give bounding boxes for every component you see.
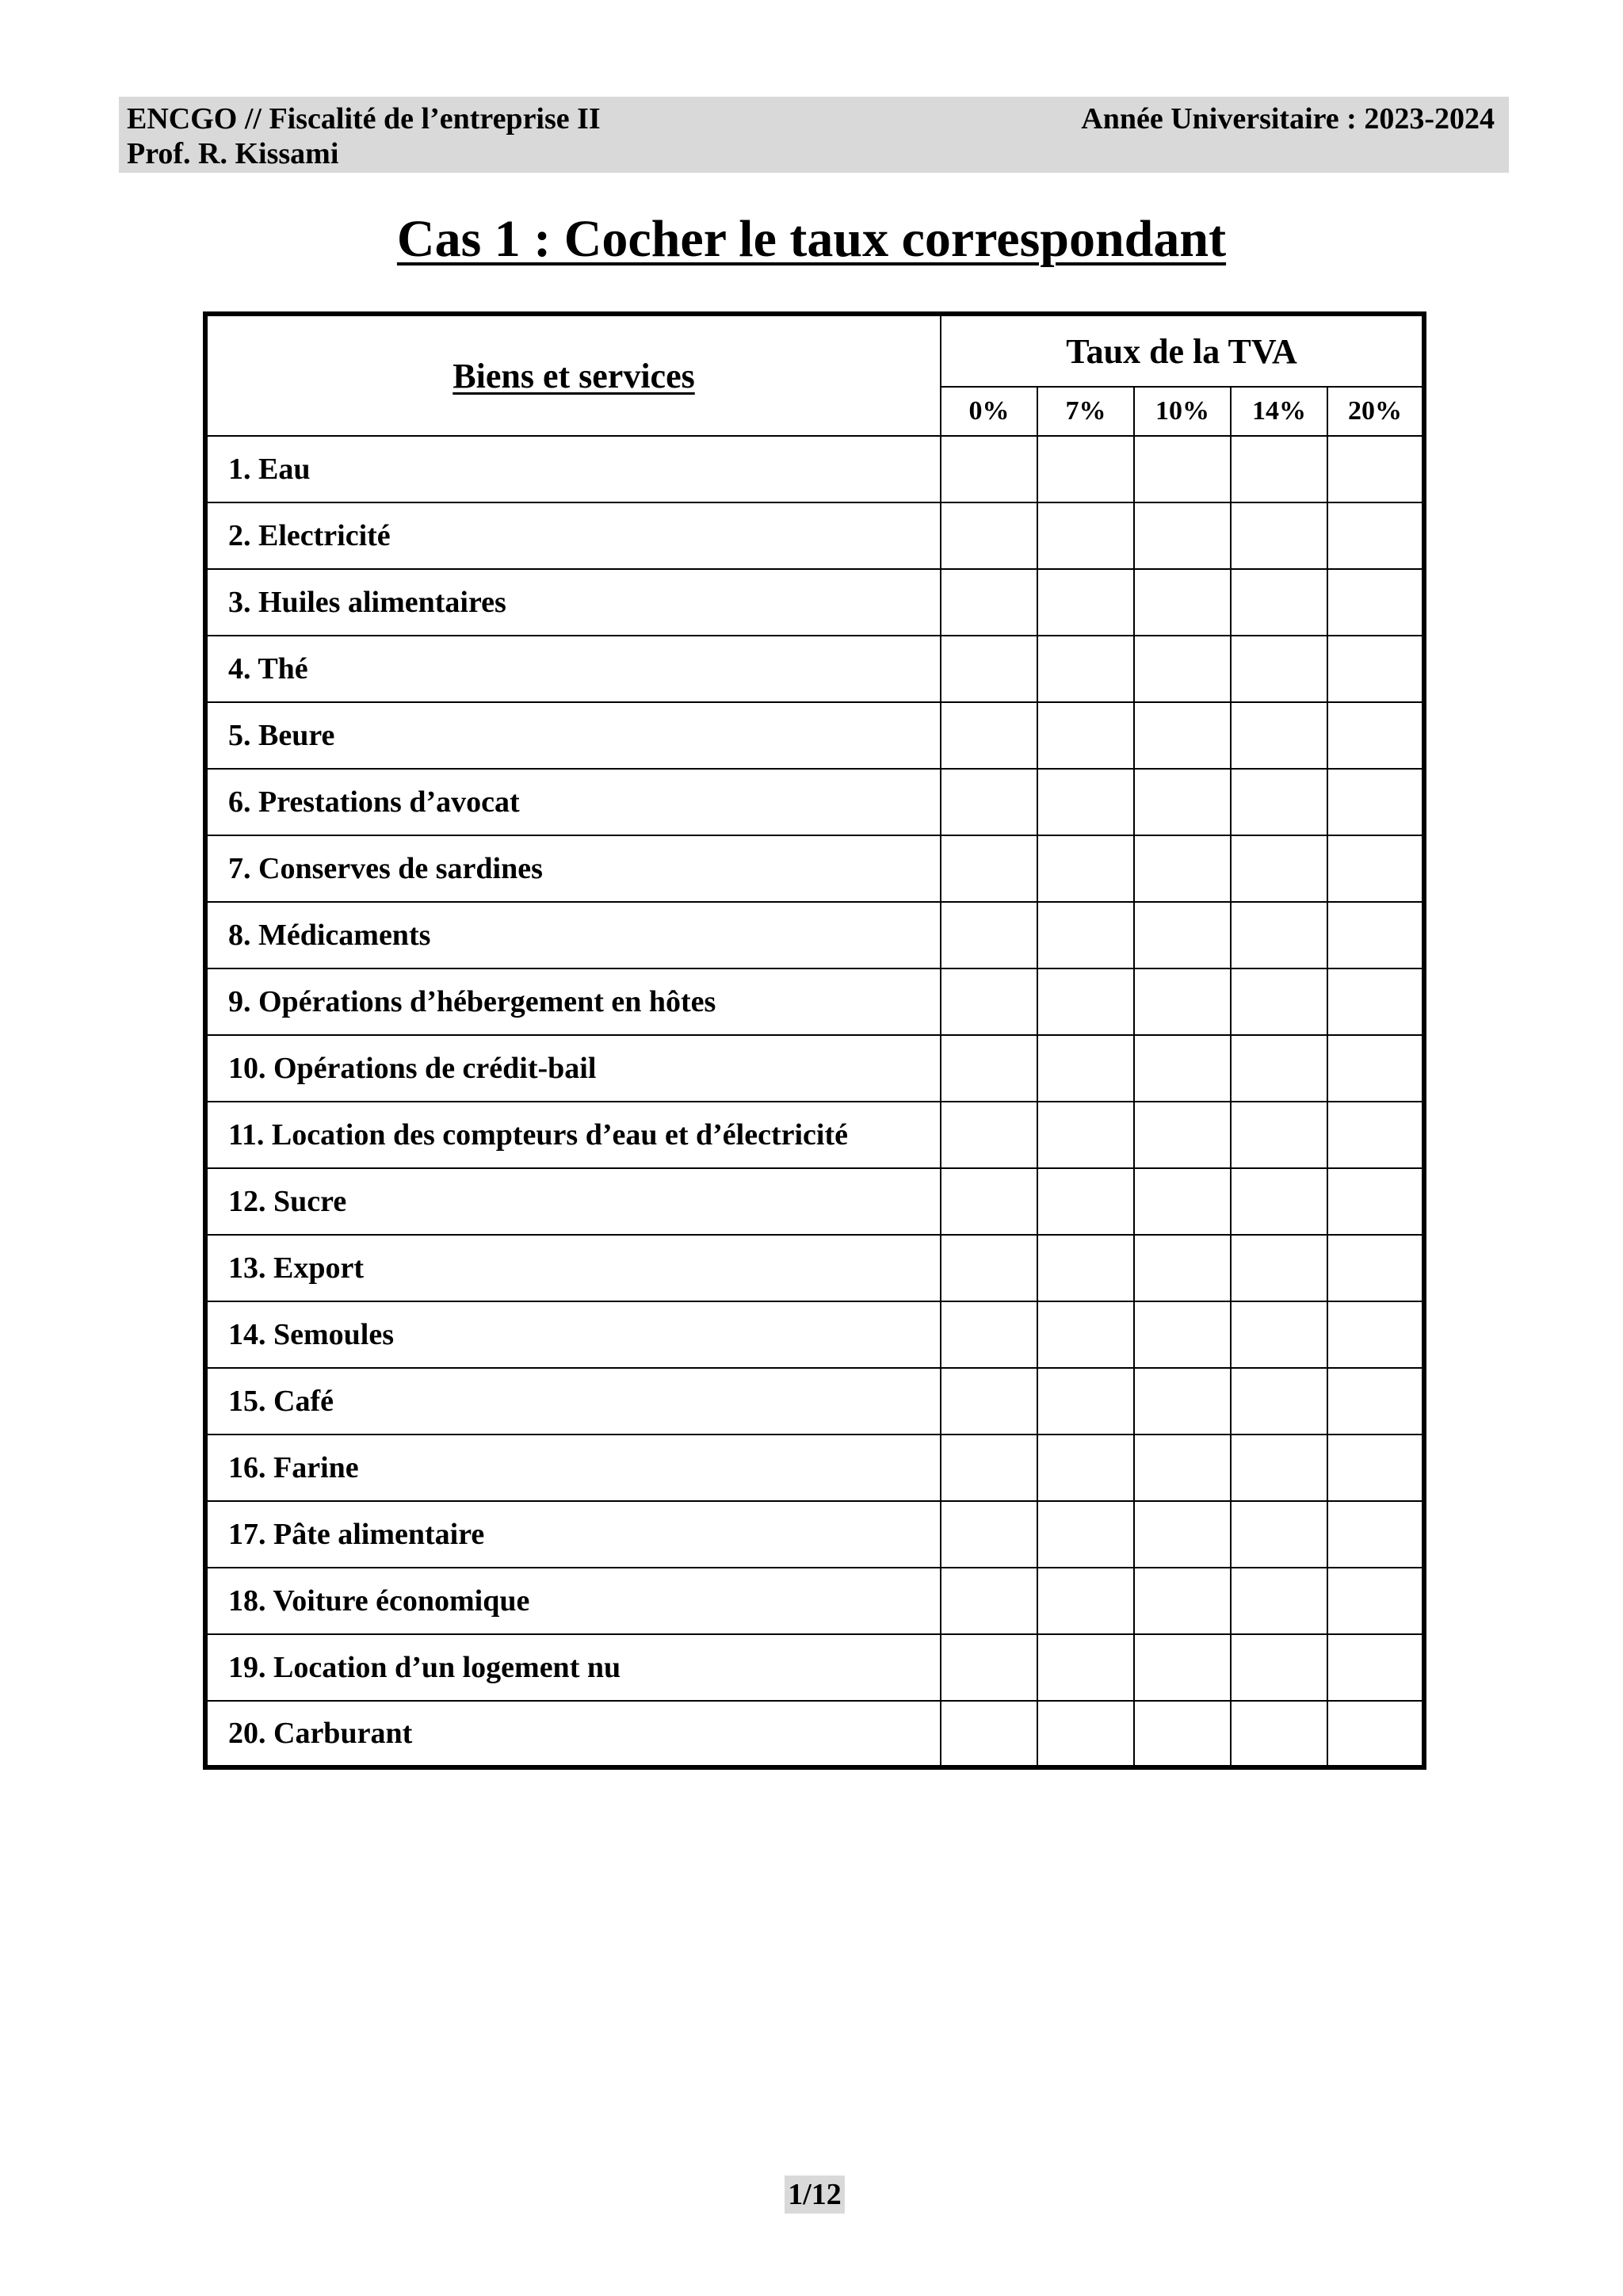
rate-checkbox-cell[interactable]: [1327, 1368, 1424, 1435]
goods-header-text: Biens et services: [453, 356, 695, 395]
table-row: [205, 1568, 1424, 1634]
rate-checkbox-cell[interactable]: [1037, 436, 1134, 502]
rate-checkbox-cell[interactable]: [1231, 1501, 1327, 1568]
item-label: 20. Carburant: [205, 1701, 941, 1767]
page-title: [0, 208, 1623, 271]
table-row: [205, 502, 1424, 569]
rate-checkbox-cell[interactable]: [1134, 769, 1231, 835]
table-row: [205, 1368, 1424, 1435]
rate-checkbox-cell[interactable]: [1037, 1501, 1134, 1568]
rate-checkbox-cell[interactable]: [941, 1301, 1037, 1368]
rate-checkbox-cell[interactable]: [941, 968, 1037, 1035]
rate-checkbox-cell[interactable]: [1327, 1568, 1424, 1634]
rate-checkbox-cell[interactable]: [941, 569, 1037, 636]
item-label: 4. Thé: [205, 636, 941, 702]
item-label: 10. Opérations de crédit-bail: [205, 1035, 941, 1102]
rate-checkbox-cell[interactable]: [1327, 1701, 1424, 1767]
rate-checkbox-cell[interactable]: [941, 1634, 1037, 1701]
table-row: [205, 1035, 1424, 1102]
rate-header-1: 7%: [1037, 387, 1134, 436]
page-title-text: Cas 1 : Cocher le taux correspondant: [396, 210, 1227, 268]
page-number: 1/12: [785, 2176, 845, 2214]
rate-checkbox-cell[interactable]: [1037, 968, 1134, 1035]
rate-header-3: 14%: [1231, 387, 1327, 436]
item-label: 6. Prestations d’avocat: [205, 769, 941, 835]
rate-checkbox-cell[interactable]: [1134, 436, 1231, 502]
rate-checkbox-cell[interactable]: [1327, 902, 1424, 968]
rate-checkbox-cell[interactable]: [1327, 1102, 1424, 1168]
rate-checkbox-cell[interactable]: [941, 902, 1037, 968]
professor-name: Prof. R. Kissami: [127, 137, 339, 170]
table-row: [205, 769, 1424, 835]
rate-checkbox-cell[interactable]: [1037, 902, 1134, 968]
rate-checkbox-cell[interactable]: [1231, 1435, 1327, 1501]
rate-checkbox-cell[interactable]: [1327, 1634, 1424, 1701]
rate-checkbox-cell[interactable]: [1134, 569, 1231, 636]
course-title: ENCGO // Fiscalité de l’entreprise II: [127, 102, 601, 136]
rate-checkbox-cell[interactable]: [1231, 835, 1327, 902]
rate-checkbox-cell[interactable]: [1231, 1102, 1327, 1168]
rate-checkbox-cell[interactable]: [1231, 702, 1327, 769]
table-row: [205, 569, 1424, 636]
table-row: [205, 436, 1424, 502]
rate-checkbox-cell[interactable]: [941, 769, 1037, 835]
item-label: 7. Conserves de sardines: [205, 835, 941, 902]
rate-checkbox-cell[interactable]: [1134, 1634, 1231, 1701]
table-row: [205, 968, 1424, 1035]
rate-checkbox-cell[interactable]: [1037, 1568, 1134, 1634]
rate-checkbox-cell[interactable]: [1327, 1168, 1424, 1235]
rate-checkbox-cell[interactable]: [1134, 1568, 1231, 1634]
rate-checkbox-cell[interactable]: [1134, 1501, 1231, 1568]
rate-checkbox-cell[interactable]: [1134, 1102, 1231, 1168]
rate-checkbox-cell[interactable]: [1327, 1301, 1424, 1368]
rate-checkbox-cell[interactable]: [1037, 1301, 1134, 1368]
rate-checkbox-cell[interactable]: [941, 1235, 1037, 1301]
item-label: 12. Sucre: [205, 1168, 941, 1235]
rate-checkbox-cell[interactable]: [1327, 1035, 1424, 1102]
rate-checkbox-cell[interactable]: [1037, 1701, 1134, 1767]
item-label: 17. Pâte alimentaire: [205, 1501, 941, 1568]
rate-checkbox-cell[interactable]: [1231, 1701, 1327, 1767]
table-row: [205, 702, 1424, 769]
rate-header-0: 0%: [941, 387, 1037, 436]
rate-checkbox-cell[interactable]: [1037, 1235, 1134, 1301]
rate-checkbox-cell[interactable]: [1231, 1568, 1327, 1634]
rate-checkbox-cell[interactable]: [1134, 636, 1231, 702]
rate-checkbox-cell[interactable]: [1134, 902, 1231, 968]
table-row: [205, 835, 1424, 902]
table-row: [205, 1102, 1424, 1168]
rate-checkbox-cell[interactable]: [1327, 1235, 1424, 1301]
rate-checkbox-cell[interactable]: [1327, 502, 1424, 569]
rate-checkbox-cell[interactable]: [1231, 968, 1327, 1035]
rate-checkbox-cell[interactable]: [1327, 1435, 1424, 1501]
table-row: [205, 1435, 1424, 1501]
rate-checkbox-cell[interactable]: [1134, 1168, 1231, 1235]
item-label: 14. Semoules: [205, 1301, 941, 1368]
rate-checkbox-cell[interactable]: [1134, 702, 1231, 769]
table-row: [205, 1501, 1424, 1568]
rate-checkbox-cell[interactable]: [1134, 835, 1231, 902]
rate-checkbox-cell[interactable]: [941, 502, 1037, 569]
rate-checkbox-cell[interactable]: [1037, 502, 1134, 569]
rate-checkbox-cell[interactable]: [1231, 1301, 1327, 1368]
table-row: [205, 1701, 1424, 1767]
rate-checkbox-cell[interactable]: [1231, 502, 1327, 569]
rate-checkbox-cell[interactable]: [1037, 835, 1134, 902]
rate-checkbox-cell[interactable]: [1327, 636, 1424, 702]
rate-checkbox-cell[interactable]: [1037, 1435, 1134, 1501]
rate-checkbox-cell[interactable]: [1037, 1168, 1134, 1235]
rate-checkbox-cell[interactable]: [941, 1435, 1037, 1501]
rate-checkbox-cell[interactable]: [1231, 1235, 1327, 1301]
table-row: [205, 1634, 1424, 1701]
item-label: 13. Export: [205, 1235, 941, 1301]
rate-checkbox-cell[interactable]: [1037, 1634, 1134, 1701]
rate-checkbox-cell[interactable]: [1037, 702, 1134, 769]
rate-checkbox-cell[interactable]: [1327, 1501, 1424, 1568]
rate-checkbox-cell[interactable]: [941, 702, 1037, 769]
rate-checkbox-cell[interactable]: [941, 1568, 1037, 1634]
rate-header-2: 10%: [1134, 387, 1231, 436]
rate-checkbox-cell[interactable]: [1037, 1102, 1134, 1168]
item-label: 1. Eau: [205, 436, 941, 502]
rate-checkbox-cell[interactable]: [1037, 769, 1134, 835]
rate-checkbox-cell[interactable]: [1327, 769, 1424, 835]
rate-header-4: 20%: [1327, 387, 1424, 436]
rate-checkbox-cell[interactable]: [941, 1368, 1037, 1435]
rate-checkbox-cell[interactable]: [1134, 1701, 1231, 1767]
table-row: [205, 1301, 1424, 1368]
rate-checkbox-cell[interactable]: [941, 436, 1037, 502]
item-label: 8. Médicaments: [205, 902, 941, 968]
rate-checkbox-cell[interactable]: [941, 636, 1037, 702]
rate-checkbox-cell[interactable]: [1231, 1634, 1327, 1701]
rate-checkbox-cell[interactable]: [941, 1168, 1037, 1235]
rate-checkbox-cell[interactable]: [1134, 1368, 1231, 1435]
rate-checkbox-cell[interactable]: [1327, 968, 1424, 1035]
table-row: [205, 1235, 1424, 1301]
vat-rate-table: [203, 311, 1426, 1770]
rate-checkbox-cell[interactable]: [1231, 1168, 1327, 1235]
item-label: 15. Café: [205, 1368, 941, 1435]
rate-checkbox-cell[interactable]: [941, 1701, 1037, 1767]
item-label: 5. Beure: [205, 702, 941, 769]
rate-checkbox-cell[interactable]: [1134, 1435, 1231, 1501]
rate-checkbox-cell[interactable]: [1231, 636, 1327, 702]
document-header: [119, 97, 1509, 173]
rate-checkbox-cell[interactable]: [1231, 569, 1327, 636]
taux-header: Taux de la TVA: [941, 314, 1424, 387]
rate-checkbox-cell[interactable]: [1134, 502, 1231, 569]
rate-checkbox-cell[interactable]: [1231, 1035, 1327, 1102]
item-label: 18. Voiture économique: [205, 1568, 941, 1634]
rate-checkbox-cell[interactable]: [1327, 702, 1424, 769]
rate-checkbox-cell[interactable]: [941, 1102, 1037, 1168]
rate-checkbox-cell[interactable]: [941, 1035, 1037, 1102]
item-label: 9. Opérations d’hébergement en hôtes: [205, 968, 941, 1035]
rate-checkbox-cell[interactable]: [1231, 436, 1327, 502]
rate-checkbox-cell[interactable]: [1134, 1035, 1231, 1102]
table-row: [205, 1168, 1424, 1235]
rate-checkbox-cell[interactable]: [1134, 1301, 1231, 1368]
item-rows: [205, 436, 1424, 1767]
rate-checkbox-cell[interactable]: [1134, 968, 1231, 1035]
rate-checkbox-cell[interactable]: [1231, 769, 1327, 835]
item-label: 3. Huiles alimentaires: [205, 569, 941, 636]
rate-checkbox-cell[interactable]: [941, 1501, 1037, 1568]
table-row: [205, 636, 1424, 702]
rate-checkbox-cell[interactable]: [1231, 902, 1327, 968]
rate-checkbox-cell[interactable]: [1037, 636, 1134, 702]
item-label: 16. Farine: [205, 1435, 941, 1501]
rate-checkbox-cell[interactable]: [1327, 436, 1424, 502]
rate-checkbox-cell[interactable]: [1134, 1235, 1231, 1301]
rate-checkbox-cell[interactable]: [1037, 1368, 1134, 1435]
academic-year: Année Universitaire : 2023-2024: [1081, 102, 1495, 136]
goods-header: [205, 314, 941, 436]
rate-checkbox-cell[interactable]: [1231, 1368, 1327, 1435]
rate-checkbox-cell[interactable]: [1327, 569, 1424, 636]
item-label: 19. Location d’un logement nu: [205, 1634, 941, 1701]
table-row: [205, 902, 1424, 968]
rate-checkbox-cell[interactable]: [1037, 1035, 1134, 1102]
rate-checkbox-cell[interactable]: [941, 835, 1037, 902]
rate-checkbox-cell[interactable]: [1327, 835, 1424, 902]
item-label: 11. Location des compteurs d’eau et d’électricité: [205, 1102, 941, 1168]
item-label: 2. Electricité: [205, 502, 941, 569]
rate-checkbox-cell[interactable]: [1037, 569, 1134, 636]
